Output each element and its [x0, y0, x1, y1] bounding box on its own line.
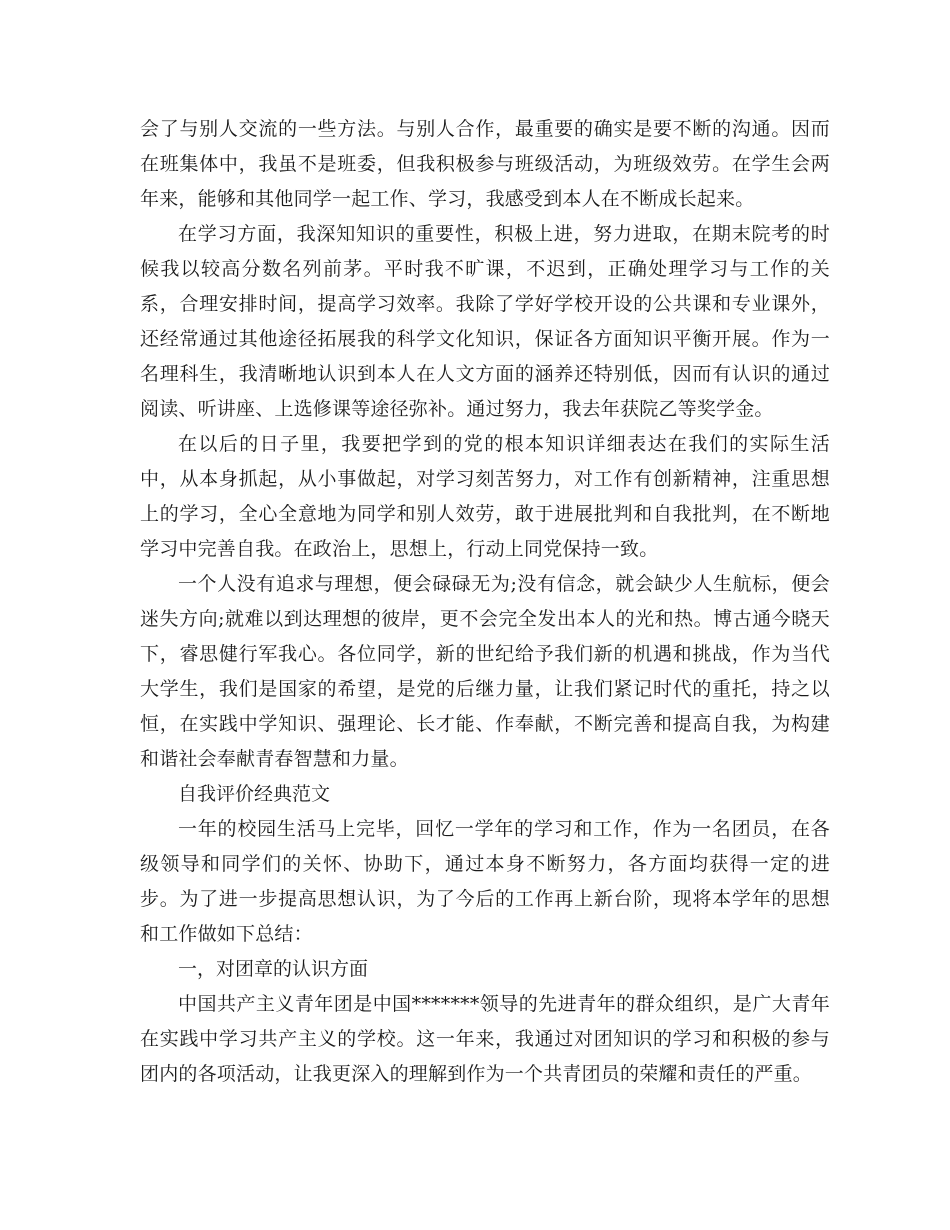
document-body — [140, 112, 830, 1092]
paragraph-ideals: 一个人没有追求与理想，便会碌碌无为;没有信念，就会缺少人生航标，便会迷失方向;就难以到达理想的彼岸，更不会完全发出本人的光和热。博古通今晓天下，睿思健行军我心。各位同学，新的世纪给予我们新的机遇和挑战，作为当代大学生，我们是国家的希望，是党的后继力量，让我们紧记时代的重托，持之以恒，在实践中学知识、强理论、长才能、作奉献，不断完善和提高自我，为构建和谐社会奉献青春智慧和力量。 — [140, 573, 830, 770]
paragraph-future: 在以后的日子里，我要把学到的党的根本知识详细表达在我们的实际生活中，从本身抓起，从小事做起，对学习刻苦努力，对工作有创新精神，注重思想上的学习，全心全意地为同学和别人效劳，敢于进展批判和自我批判，在不断地学习中完善自我。在政治上，思想上，行动上同党保持一致。 — [140, 433, 830, 560]
paragraph-1: 会了与别人交流的一些方法。与别人合作，最重要的确实是要不断的沟通。因而在班集体中，我虽不是班委，但我积极参与班级活动，为班级效劳。在学生会两年来，能够和其他同学一起工作、学习，我感受到本人在不断成长起来。 — [140, 118, 830, 210]
section-heading-self-evaluation: 自我评价经典范文 — [178, 783, 331, 805]
section-heading-league-charter: 一，对团章的认识方面 — [178, 958, 369, 980]
paragraph-youth-league: 中国共产主义青年团是中国*******领导的先进青年的群众组织，是广大青年在实践中学习共产主义的学校。这一年来，我通过对团知识的学习和积极的参与团内的各项活动，让我更深入的理解到作为一个共青团员的荣耀和责任的严重。 — [140, 993, 830, 1085]
paragraph-year-summary: 一年的校园生活马上完毕，回忆一学年的学习和工作，作为一名团员，在各级领导和同学们的关怀、协助下，通过本身不断努力，各方面均获得一定的进步。为了进一步提高思想认识，为了今后的工作再上新台阶，现将本学年的思想和工作做如下总结： — [140, 818, 830, 945]
paragraph-study: 在学习方面，我深知知识的重要性，积极上进，努力进取，在期末院考的时候我以较高分数名列前茅。平时我不旷课，不迟到，正确处理学习与工作的关系，合理安排时间，提高学习效率。我除了学好学校开设的公共课和专业课外，还经常通过其他途径拓展我的科学文化知识，保证各方面知识平衡开展。作为一名理科生，我清晰地认识到本人在人文方面的涵养还特别低，因而有认识的通过阅读、听讲座、上选修课等途径弥补。通过努力，我去年获院乙等奖学金。 — [140, 223, 830, 420]
